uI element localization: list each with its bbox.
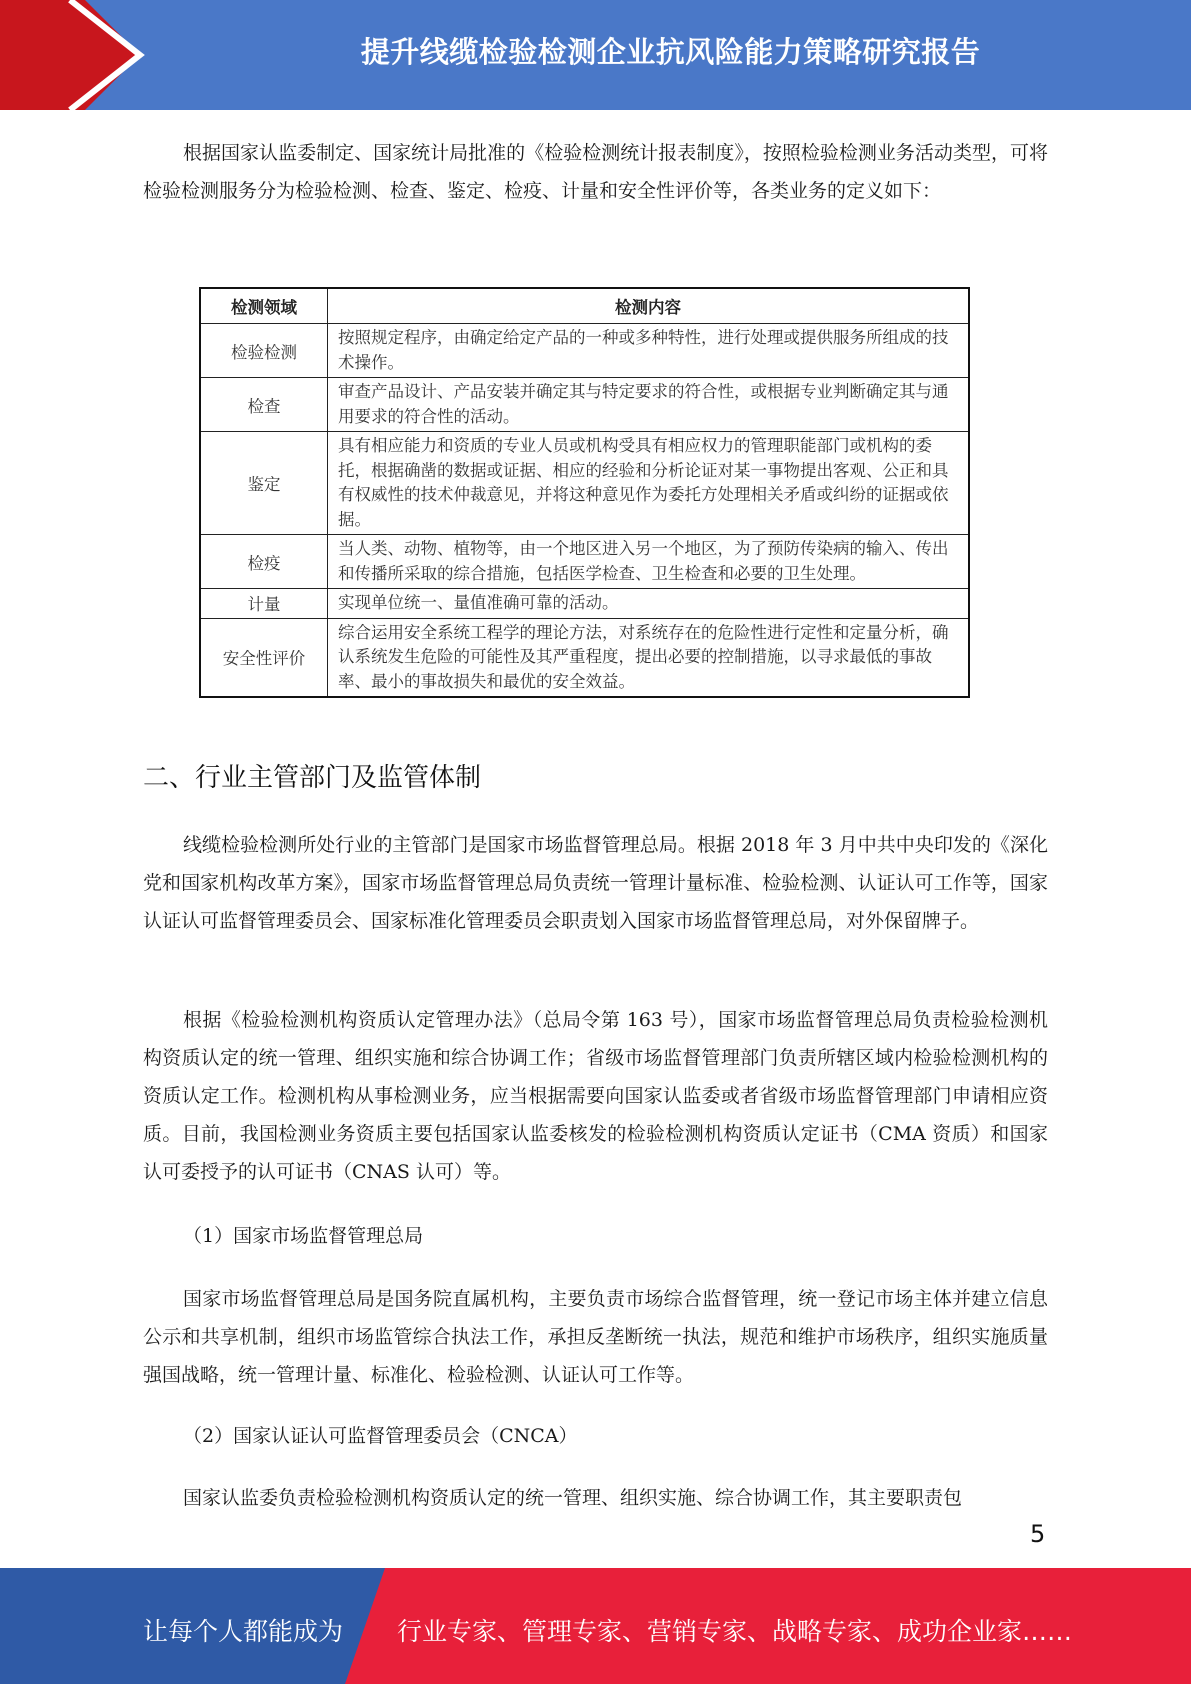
table-cell-field: 检疫: [200, 535, 328, 589]
table-row: [200, 432, 969, 535]
intro-paragraph: 根据国家认监委制定、国家统计局批准的《检验检测统计报表制度》，按照检验检测业务活动类型，可将检验检测服务分为检验检测、检查、鉴定、检疫、计量和安全性评价等，各类业务的定义如下：: [143, 142, 1048, 202]
footer-slogan-left: 让每个人都能成为: [143, 1617, 344, 1646]
inspection-types-table: [199, 287, 970, 698]
table-cell-content: 实现单位统一、量值准确可靠的活动。: [328, 589, 970, 619]
subheading-1: （1）国家市场监督管理总局: [183, 1225, 424, 1247]
table-cell-content: 当人类、动物、植物等，由一个地区进入另一个地区，为了预防传染病的输入、传出和传播所采取的综合措施，包括医学检查、卫生检查和必要的卫生处理。: [328, 535, 970, 589]
body-paragraph-3: 国家市场监督管理总局是国务院直属机构，主要负责市场综合监督管理，统一登记市场主体并建立信息公示和共享机制，组织市场监管综合执法工作，承担反垄断统一执法，规范和维护市场秩序，组织实施质量强国战略，统一管理计量、标准化、检验检测、认证认可工作等。: [143, 1288, 1048, 1386]
table-cell-field: 安全性评价: [200, 618, 328, 697]
table-row: [200, 589, 969, 619]
table-cell-field: 检查: [200, 378, 328, 432]
table-cell-content: 综合运用安全系统工程学的理论方法，对系统存在的危险性进行定性和定量分析，确认系统发生危险的可能性及其严重程度，提出必要的控制措施，以寻求最低的事故率、最小的事故损失和最优的安全效益。: [328, 618, 970, 697]
table-row: [200, 535, 969, 589]
table-cell-content: 具有相应能力和资质的专业人员或机构受具有相应权力的管理职能部门或机构的委托，根据确凿的数据或证据、相应的经验和分析论证对某一事物提出客观、公正和具有权威性的技术仲裁意见，并将这种意见作为委托方处理相关矛盾或纠纷的证据或依据。: [328, 432, 970, 535]
report-title: 提升线缆检验检测企业抗风险能力策略研究报告: [360, 35, 981, 69]
table-header-row: [200, 288, 969, 324]
table-row: [200, 378, 969, 432]
table-cell-field: 检验检测: [200, 324, 328, 378]
body-paragraph-4: 国家认监委负责检验检测机构资质认定的统一管理、组织实施、综合协调工作，其主要职责包: [183, 1487, 963, 1509]
table-cell-content: 按照规定程序，由确定给定产品的一种或多种特性，进行处理或提供服务所组成的技术操作。: [328, 324, 970, 378]
body-paragraph-1: 线缆检验检测所处行业的主管部门是国家市场监督管理总局。根据 2018 年 3 月中共中央印发的《深化党和国家机构改革方案》，国家市场监督管理总局负责统一管理计量标准、检验检测、认证认可工作等，国家认证认可监督管理委员会、国家标准化管理委员会职责划入国家市场监督管理总局，对外保留牌子。: [143, 834, 1048, 932]
table-row: [200, 618, 969, 697]
table-cell-field: 计量: [200, 589, 328, 619]
subheading-2: （2）国家认证认可监督管理委员会（CNCA）: [183, 1425, 578, 1447]
body-paragraph-2: 根据《检验检测机构资质认定管理办法》（总局令第 163 号），国家市场监督管理总局负责检验检测机构资质认定的统一管理、组织实施和综合协调工作；省级市场监督管理部门负责所辖区域内检验检测机构的资质认定工作。检测机构从事检测业务，应当根据需要向国家认监委或者省级市场监督管理部门申请相应资质。目前，我国检测业务资质主要包括国家认监委核发的检验检测机构资质认定证书（CMA 资质）和国家认可委授予的认可证书（CNAS 认可）等。: [143, 1009, 1048, 1183]
table-cell-field: 鉴定: [200, 432, 328, 535]
section-heading: 二、行业主管部门及监管体制: [143, 763, 482, 793]
table-header-content: 检测内容: [328, 288, 970, 324]
table-header-field: 检测领域: [200, 288, 328, 324]
page-number: 5: [1030, 1520, 1046, 1548]
footer-slogan-right: 行业专家、管理专家、营销专家、战略专家、成功企业家……: [397, 1617, 1073, 1646]
page-header: [0, 0, 1191, 110]
table-row: [200, 324, 969, 378]
table-cell-content: 审查产品设计、产品安装并确定其与特定要求的符合性，或根据专业判断确定其与通用要求的符合性的活动。: [328, 378, 970, 432]
page-footer: [0, 1568, 1191, 1684]
